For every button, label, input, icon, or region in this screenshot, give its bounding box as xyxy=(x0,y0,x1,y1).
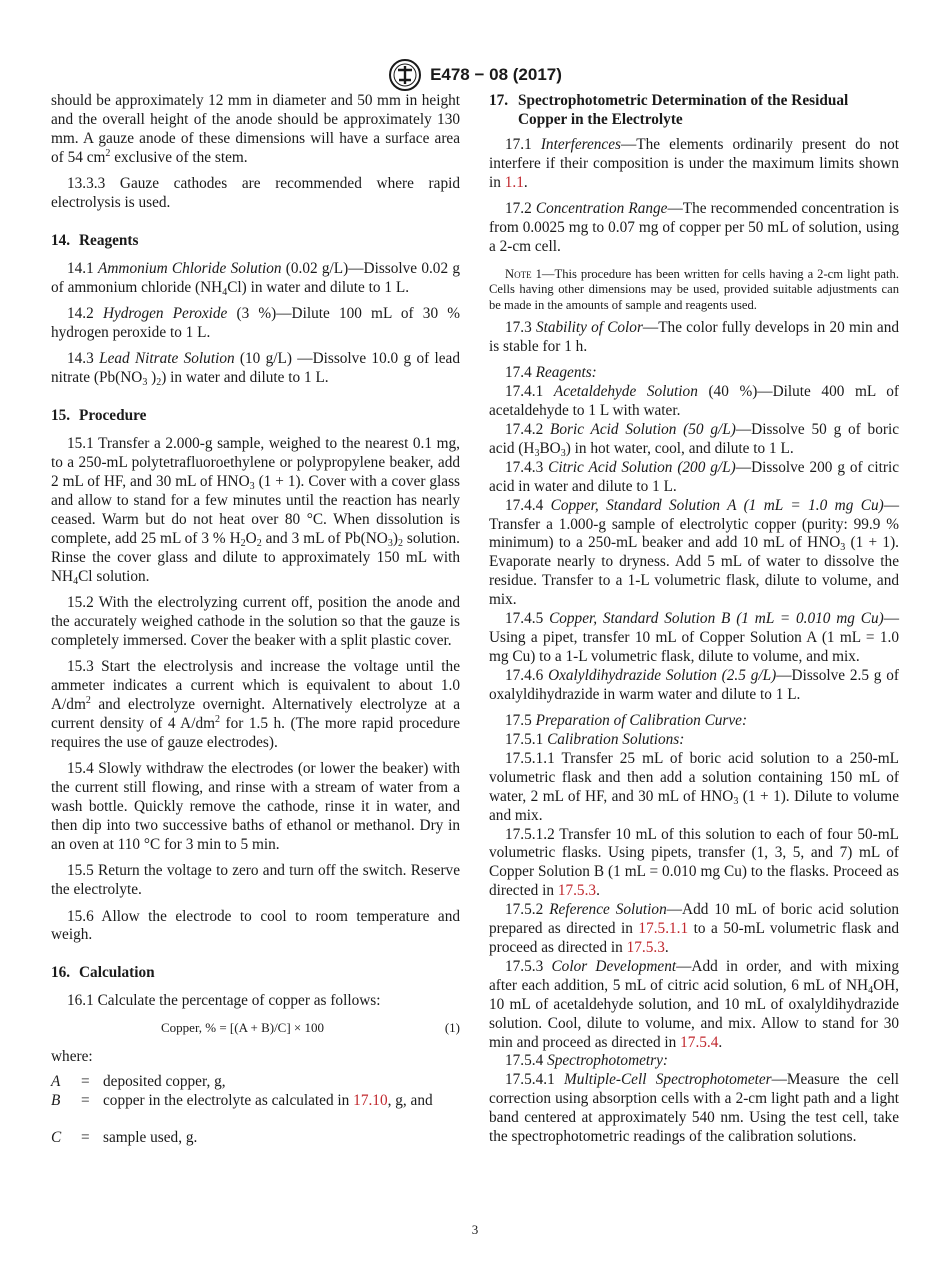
definition-a: A = deposited copper, g, xyxy=(51,1072,226,1090)
paragraph-17-4: 17.4 Reagents: xyxy=(505,364,597,382)
paragraph-17-5-2: 17.5.2 Reference Solution—Add 10 mL of boric acid solution prepared as directed in 17.5.1.1 to a 50-mL volumetric flask and proceed as directed in 17.5.3. xyxy=(489,901,899,956)
note-1: Note 1—This procedure has been written for cells having a 2-cm light path. Cells having other dimensions may be used, provided suitable adjustments can be made in the amounts of sample and reagents used. xyxy=(489,266,899,312)
paragraph-15-4: 15.4 Slowly withdraw the electrodes (or lower the beaker) with the current still flowing, and rinse with a stream of water from a wash bottle. Quickly remove the cathode, rinse it in water, and then dip into two successive baths of ethanol or methanol. Dry in an oven at 110 °C for 3 min to 5 min. xyxy=(51,760,460,853)
paragraph-15-6: 15.6 Allow the electrode to cool to room temperature and weigh. xyxy=(51,907,460,944)
paragraph-17-5-1-1: 17.5.1.1 Transfer 25 mL of boric acid solution to a 250-mL volumetric flask and then add a solution containing 150 mL of water, 2 mL of HF, and 30 mL of $HNO_3$ (1 + 1). Dilute to volume and mix. xyxy=(489,749,899,824)
section-15-heading: 15. Procedure xyxy=(51,407,147,425)
definition-b: B = copper in the electrolyte as calculated in 17.10, g, and xyxy=(51,1091,433,1109)
paragraph-14-1: 14.1 Ammonium Chloride Solution (0.02 g/L)—Dissolve 0.02 g of ammonium chloride $(NH_4Cl)$ in water and dilute to 1 L. xyxy=(51,259,460,298)
paragraph-17-5-4: 17.5.4 Spectrophotometry: xyxy=(505,1052,669,1070)
paragraph-17-4-2: 17.4.2 Boric Acid Solution (50 g/L)—Dissolve 50 g of boric acid $(H_3BO_3)$ in hot water, cool, and dilute to 1 L. xyxy=(489,421,899,459)
ref-link-17-5-4[interactable]: 17.5.4 xyxy=(680,1033,719,1051)
paragraph-14-3: 14.3 Lead Nitrate Solution (10 g/L) —Dissolve 10.0 g of lead nitrate ($Pb(NO_3$ )$_2$) in water and dilute to 1 L. xyxy=(51,350,460,389)
section-16-heading: 16. Calculation xyxy=(51,964,155,982)
paragraph-17-4-1: 17.4.1 Acetaldehyde Solution (40 %)—Dilute 400 mL of acetaldehyde to 1 L with water. xyxy=(489,383,899,420)
paragraph-17-2: 17.2 Concentration Range—The recommended concentration is from 0.0025 mg to 0.07 mg of copper per 50 mL of solution, using a 2-cm cell. xyxy=(489,200,899,255)
equation-number: (1) xyxy=(444,1020,460,1036)
equation-1 xyxy=(51,1019,460,1038)
paragraph-16-1: 16.1 Calculate the percentage of copper as follows: xyxy=(67,992,381,1010)
page-header xyxy=(0,58,950,92)
astm-logo-icon xyxy=(388,58,422,92)
right-column xyxy=(489,92,899,1147)
page-number: 3 xyxy=(471,1222,479,1237)
ref-link-17-5-1-1[interactable]: 17.5.1.1 xyxy=(638,920,689,938)
section-17-heading: 17. Spectrophotometric Determination of the Residual Copper in the Electrolyte xyxy=(489,92,849,128)
paragraph-17-1: 17.1 Interferences—The elements ordinarily present do not interfere if their composition is under the maximum limits shown in 1.1. xyxy=(489,135,900,191)
document-designation: E478 − 08 (2017) xyxy=(430,65,562,84)
ref-link-17-5-3[interactable]: 17.5.3 xyxy=(626,938,665,956)
paragraph-13-3-3: 13.3.3 Gauze cathodes are recommended where rapid electrolysis is used. xyxy=(51,175,460,212)
section-14-heading: 14. Reagents xyxy=(51,231,139,249)
paragraph-15-5: 15.5 Return the voltage to zero and turn off the switch. Reserve the electrolyte. xyxy=(51,862,460,899)
ref-link-1-1[interactable]: 1.1 xyxy=(504,173,524,191)
paragraph-14-2: 14.2 Hydrogen Peroxide (3 %)—Dilute 100 mL of 30 % hydrogen peroxide to 1 L. xyxy=(51,305,460,342)
paragraph-17-3: 17.3 Stability of Color—The color fully develops in 20 min and is stable for 1 h. xyxy=(489,318,900,355)
paragraph-17-5-1: 17.5.1 Calibration Solutions: xyxy=(505,731,685,748)
where-label: where: xyxy=(51,1048,93,1066)
paragraph-17-5: 17.5 Preparation of Calibration Curve: xyxy=(505,712,748,730)
paragraph-15-1: 15.1 Transfer a 2.000-g sample, weighed to the nearest 0.1 mg, to a 250-mL polytetrafluoroethylene or polypropylene beaker, add 2 mL of HF, and 30 mL of $HNO_3$ (1 + 1). Cover with a cover glass and allow to stand for a few minutes until the reaction has nearly ceased. Warm but do not heat over 80 °C. When dissolution is complete, add 25 mL of 3 % $H_2O_2$ and 3 mL of $Pb(NO_3)_2$ solution. Rinse the cover glass and dilute to approximately 150 mL with $NH_4Cl$ solution. xyxy=(51,435,460,587)
paragraph-15-2: 15.2 With the electrolyzing current off, position the anode and the accurately weighed cathode in the solution so that the gauze is completely immersed. Cover the beaker with a split plastic cover. xyxy=(51,593,460,649)
paragraph-17-5-3: 17.5.3 Color Development—Add in order, and with mixing after each addition, 5 mL of citric acid solution, 6 mL of $NH_4OH$, 10 mL of acetaldehyde solution, and 10 mL of oxalyldihydrazide solution. Cool, dilute to volume, and mix. Allow to stand for 30 min and proceed as directed in 17.5.4. xyxy=(489,957,899,1051)
paragraph-15-3: 15.3 Start the electrolysis and increase the voltage until the ammeter indicates a current which is equivalent to about 1.0 $A/dm^2$ and electrolyze overnight. Alternatively electrolyze at a current density of 4 $A/dm^2$ for 1.5 h. (The more rapid procedure requires the use of gauze electrodes). xyxy=(51,658,460,751)
paragraph-17-5-4-1: 17.5.4.1 Multiple-Cell Spectrophotometer—Measure the cell correction using absorption cells with a 2-cm light path and a light band centered at approximately 540 nm. Using the test cell, take the spectrophotometric readings of the calibration solutions. xyxy=(489,1071,899,1146)
ref-link-17-5-3[interactable]: 17.5.3 xyxy=(557,882,597,900)
paragraph-13-3-2-continued: should be approximately 12 mm in diameter and 50 mm in height and the overall height of the anode should be approximately 130 mm. A gauze anode of these dimensions will have a surface area of 54 $cm^2$ exclusive of the stem. xyxy=(51,92,460,166)
paragraph-17-4-4: 17.4.4 Copper, Standard Solution A (1 mL = 1.0 mg Cu)—Transfer a 1.000-g sample of electrolytic copper (purity: 99.9 % minimum) to a 250-mL beaker and add 10 mL of $HNO_3$ (1 + 1). Evaporate nearly to dryness. Add 5 mL of water to dissolve the residue. Transfer to a 1-L volumetric flask, dilute to volume, and mix. xyxy=(489,496,899,609)
equation-formula: Copper, % = [(A + B)/C] × 100 xyxy=(161,1020,325,1036)
ref-link-17-10[interactable]: 17.10 xyxy=(353,1091,388,1109)
paragraph-17-4-5: 17.4.5 Copper, Standard Solution B (1 mL = 0.010 mg Cu)—Using a pipet, transfer 10 mL of Copper Solution A (1 mL = 1.0 mg Cu) to a 1-L volumetric flask, dilute to volume, and mix. xyxy=(489,610,899,665)
definition-c: C = sample used, g. xyxy=(51,1128,198,1146)
paragraph-17-5-1-2: 17.5.1.2 Transfer 10 mL of this solution to each of four 50-mL volumetric flasks. Using pipets, transfer (1, 3, 5, and 7) mL of Copper Solution B (1 mL = 0.010 mg Cu) to the flasks. Proceed as directed in 17.5.3. xyxy=(489,825,899,900)
paragraph-17-4-6: 17.4.6 Oxalyldihydrazide Solution (2.5 g/L)—Dissolve 2.5 g of oxalyldihydrazide in warm water and dilute to 1 L. xyxy=(489,666,899,703)
variable-definitions xyxy=(51,1073,460,1148)
left-column xyxy=(51,92,460,1148)
paragraph-17-4-3: 17.4.3 Citric Acid Solution (200 g/L)—Dissolve 200 g of citric acid in water and dilute to 1 L. xyxy=(489,458,899,495)
